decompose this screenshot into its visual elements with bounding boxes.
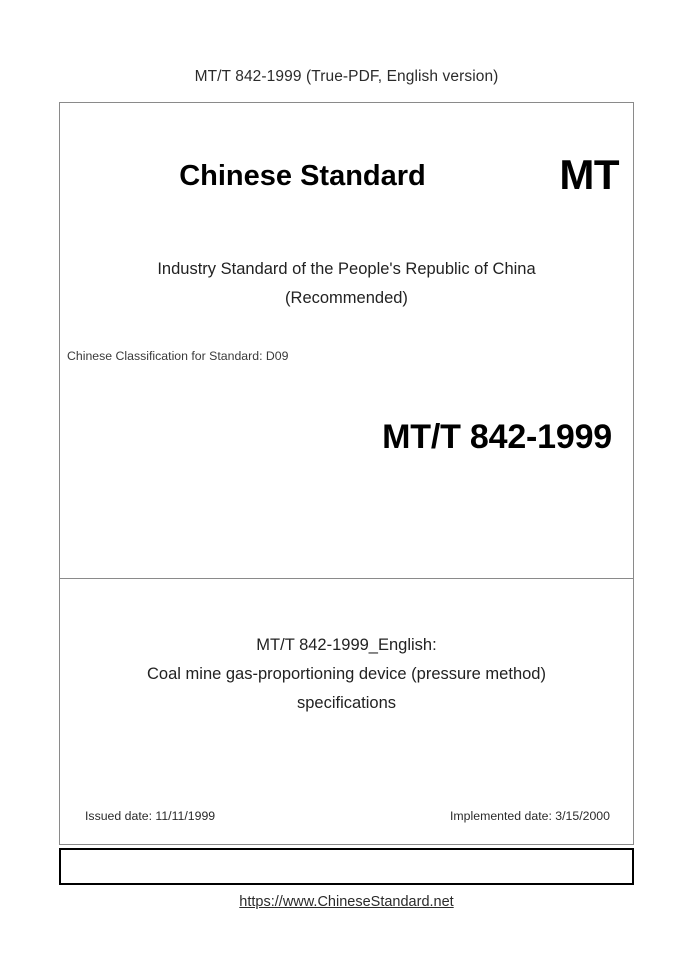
cover-lower-section	[60, 579, 633, 844]
standard-title-block	[60, 631, 633, 718]
issuer-block	[60, 255, 633, 313]
issuer-line-primary: Industry Standard of the People's Republic of China	[157, 260, 536, 278]
classification-code: Chinese Classification for Standard: D09	[67, 349, 289, 363]
cover-bottom-bar	[59, 848, 634, 885]
date-row	[60, 809, 633, 825]
cover-upper-section	[60, 103, 633, 579]
document-header-caption: MT/T 842-1999 (True-PDF, English version)	[194, 68, 499, 85]
standard-number: MT/T 842-1999	[382, 418, 612, 456]
issuer-line-secondary: (Recommended)	[285, 289, 408, 307]
standard-title-line-2: Coal mine gas-proportioning device (pressure method)	[147, 665, 546, 683]
standard-title-line-1: MT/T 842-1999_English:	[256, 636, 437, 654]
source-website-link[interactable]: https://www.ChineseStandard.net	[239, 894, 454, 910]
standard-body-mark: MT	[559, 151, 619, 198]
implemented-date: Implemented date: 3/15/2000	[450, 809, 610, 823]
brand-row	[60, 151, 633, 210]
footer-link-wrapper	[0, 894, 693, 910]
cover-frame	[59, 102, 634, 845]
standard-title-line-3: specifications	[296, 694, 397, 712]
brand-title: Chinese Standard	[179, 160, 426, 192]
issued-date: Issued date: 11/11/1999	[85, 809, 216, 823]
